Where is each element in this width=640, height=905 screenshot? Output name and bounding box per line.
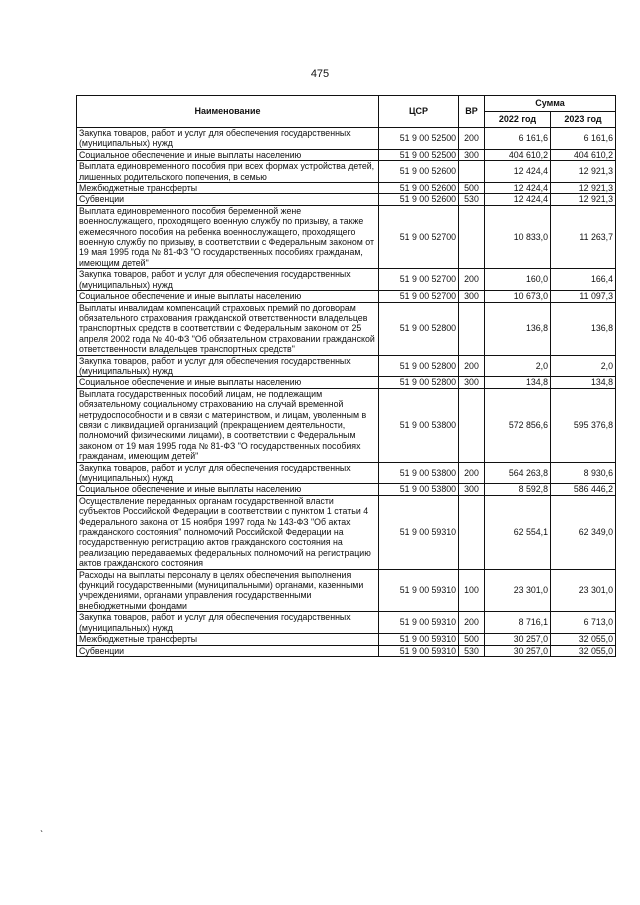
table-row [77, 161, 616, 183]
row-name-cell: Субвенции [77, 194, 379, 205]
row-csr-cell: 51 9 00 59310 [379, 495, 459, 569]
row-vr-cell: 300 [459, 377, 485, 388]
row-csr-cell: 51 9 00 52600 [379, 194, 459, 205]
row-sum-2023-cell: 595 376,8 [551, 388, 616, 462]
header-sum: Сумма [485, 96, 616, 112]
row-vr-cell [459, 388, 485, 462]
row-sum-2022-cell: 12 424,4 [485, 183, 551, 194]
row-csr-cell: 51 9 00 52700 [379, 269, 459, 291]
row-sum-2022-cell: 10 673,0 [485, 291, 551, 302]
table-row [77, 128, 616, 150]
row-vr-cell: 300 [459, 149, 485, 160]
row-name-cell: Выплаты инвалидам компенсаций страховых премий по договорам обязательного страхования гражданской ответственности владельцев транспортных средств в соответствии с Федеральным законом от 25 апреля 2002 года № 40-ФЗ "Об обязательном страховании гражданской ответственности владельцев транспортных средств" [77, 302, 379, 355]
budget-table [76, 95, 616, 657]
table-row [77, 569, 616, 612]
row-sum-2023-cell: 12 921,3 [551, 183, 616, 194]
row-vr-cell: 500 [459, 634, 485, 645]
row-sum-2022-cell: 136,8 [485, 302, 551, 355]
row-sum-2022-cell: 134,8 [485, 377, 551, 388]
table-row [77, 269, 616, 291]
table-row [77, 612, 616, 634]
header-vr: ВР [459, 96, 485, 128]
header-year-2023: 2023 год [551, 112, 616, 128]
row-sum-2023-cell: 11 097,3 [551, 291, 616, 302]
row-csr-cell: 51 9 00 59310 [379, 569, 459, 612]
row-name-cell: Закупка товаров, работ и услуг для обеспечения государственных (муниципальных) нужд [77, 612, 379, 634]
row-sum-2023-cell: 62 349,0 [551, 495, 616, 569]
row-vr-cell: 100 [459, 569, 485, 612]
row-vr-cell: 300 [459, 291, 485, 302]
table-row [77, 645, 616, 656]
row-sum-2023-cell: 6 161,6 [551, 128, 616, 150]
row-name-cell: Социальное обеспечение и иные выплаты населению [77, 149, 379, 160]
row-vr-cell: 530 [459, 194, 485, 205]
row-sum-2022-cell: 8 592,8 [485, 484, 551, 495]
row-sum-2022-cell: 8 716,1 [485, 612, 551, 634]
row-name-cell: Закупка товаров, работ и услуг для обеспечения государственных (муниципальных) нужд [77, 462, 379, 484]
row-vr-cell: 200 [459, 612, 485, 634]
row-csr-cell: 51 9 00 52800 [379, 302, 459, 355]
header-name: Наименование [77, 96, 379, 128]
table-row [77, 302, 616, 355]
row-name-cell: Межбюджетные трансферты [77, 183, 379, 194]
row-csr-cell: 51 9 00 53800 [379, 462, 459, 484]
row-csr-cell: 51 9 00 53800 [379, 388, 459, 462]
row-sum-2022-cell: 2,0 [485, 355, 551, 377]
row-sum-2022-cell: 564 263,8 [485, 462, 551, 484]
row-name-cell: Закупка товаров, работ и услуг для обеспечения государственных (муниципальных) нужд [77, 269, 379, 291]
row-csr-cell: 51 9 00 52500 [379, 149, 459, 160]
row-csr-cell: 51 9 00 59310 [379, 612, 459, 634]
table-row [77, 484, 616, 495]
row-sum-2023-cell: 12 921,3 [551, 194, 616, 205]
row-csr-cell: 51 9 00 59310 [379, 634, 459, 645]
table-row [77, 183, 616, 194]
row-name-cell: Социальное обеспечение и иные выплаты населению [77, 291, 379, 302]
table-row [77, 355, 616, 377]
row-csr-cell: 51 9 00 52800 [379, 377, 459, 388]
row-sum-2023-cell: 12 921,3 [551, 161, 616, 183]
row-sum-2022-cell: 30 257,0 [485, 634, 551, 645]
row-name-cell: Выплата единовременного пособия при всех формах устройства детей, лишенных родительского попечения, в семью [77, 161, 379, 183]
row-sum-2023-cell: 166,4 [551, 269, 616, 291]
row-sum-2023-cell: 6 713,0 [551, 612, 616, 634]
row-name-cell: Социальное обеспечение и иные выплаты населению [77, 377, 379, 388]
row-sum-2023-cell: 136,8 [551, 302, 616, 355]
table-row [77, 194, 616, 205]
row-csr-cell: 51 9 00 52700 [379, 291, 459, 302]
row-name-cell: Межбюджетные трансферты [77, 634, 379, 645]
row-name-cell: Выплата единовременного пособия беременной жене военнослужащего, проходящего военную службу по призыву, а также ежемесячного пособия на ребенка военнослужащего, проходящего военную службу по призыву, в соответствии с Федеральным законом от 19 мая 1995 года № 81-ФЗ "О государственных пособиях гражданам, имеющим детей" [77, 205, 379, 268]
table-row [77, 377, 616, 388]
margin-mark: ˋ [40, 830, 44, 841]
header-year-2022: 2022 год [485, 112, 551, 128]
row-csr-cell: 51 9 00 52800 [379, 355, 459, 377]
table-row [77, 495, 616, 569]
table-row [77, 205, 616, 268]
row-sum-2023-cell: 8 930,6 [551, 462, 616, 484]
row-vr-cell [459, 205, 485, 268]
table-row [77, 149, 616, 160]
row-name-cell: Осуществление переданных органам государственной власти субъектов Российской Федерации в соответствии с пунктом 1 статьи 4 Федерального закона от 15 ноября 1997 года № 143-ФЗ "Об актах гражданского состояния" полномочий Российской Федерации на государственную регистрацию актов гражданского состояния на реализацию передаваемых федеральных полномочий на регистрацию актов гражданского состояния [77, 495, 379, 569]
page-number: 475 [310, 68, 330, 80]
row-name-cell: Выплата государственных пособий лицам, не подлежащим обязательному социальному страхованию на случай временной нетрудоспособности и в связи с материнством, и лицам, уволенным в связи с ликвидацией организаций (прекращением деятельности, полномочий физическими лицами), в соответствии с Федеральным законом от 19 мая 1995 года № 81-ФЗ "О государственных пособиях гражданам, имеющим детей" [77, 388, 379, 462]
row-name-cell: Закупка товаров, работ и услуг для обеспечения государственных (муниципальных) нужд [77, 128, 379, 150]
row-sum-2022-cell: 23 301,0 [485, 569, 551, 612]
row-sum-2023-cell: 32 055,0 [551, 634, 616, 645]
table-row [77, 634, 616, 645]
table-row [77, 462, 616, 484]
row-sum-2022-cell: 12 424,4 [485, 161, 551, 183]
row-sum-2022-cell: 30 257,0 [485, 645, 551, 656]
row-vr-cell: 300 [459, 484, 485, 495]
row-vr-cell: 200 [459, 269, 485, 291]
row-sum-2023-cell: 11 263,7 [551, 205, 616, 268]
row-vr-cell: 200 [459, 462, 485, 484]
row-sum-2023-cell: 32 055,0 [551, 645, 616, 656]
row-name-cell: Закупка товаров, работ и услуг для обеспечения государственных (муниципальных) нужд [77, 355, 379, 377]
row-vr-cell: 500 [459, 183, 485, 194]
row-vr-cell [459, 161, 485, 183]
row-sum-2022-cell: 10 833,0 [485, 205, 551, 268]
row-name-cell: Субвенции [77, 645, 379, 656]
header-csr: ЦСР [379, 96, 459, 128]
row-sum-2022-cell: 160,0 [485, 269, 551, 291]
row-sum-2023-cell: 586 446,2 [551, 484, 616, 495]
row-vr-cell: 200 [459, 355, 485, 377]
row-csr-cell: 51 9 00 52600 [379, 161, 459, 183]
row-sum-2023-cell: 23 301,0 [551, 569, 616, 612]
row-sum-2022-cell: 572 856,6 [485, 388, 551, 462]
table-body [77, 128, 616, 657]
row-vr-cell: 530 [459, 645, 485, 656]
row-sum-2022-cell: 62 554,1 [485, 495, 551, 569]
row-sum-2022-cell: 12 424,4 [485, 194, 551, 205]
table-row [77, 291, 616, 302]
row-csr-cell: 51 9 00 52600 [379, 183, 459, 194]
row-csr-cell: 51 9 00 53800 [379, 484, 459, 495]
row-csr-cell: 51 9 00 52700 [379, 205, 459, 268]
row-csr-cell: 51 9 00 52500 [379, 128, 459, 150]
row-name-cell: Расходы на выплаты персоналу в целях обеспечения выполнения функций государственными (муниципальными) органами, казенными учреждениями, органами управления государственными внебюджетными фондами [77, 569, 379, 612]
row-vr-cell [459, 302, 485, 355]
row-csr-cell: 51 9 00 59310 [379, 645, 459, 656]
row-sum-2022-cell: 404 610,2 [485, 149, 551, 160]
row-name-cell: Социальное обеспечение и иные выплаты населению [77, 484, 379, 495]
table-row [77, 388, 616, 462]
row-sum-2023-cell: 404 610,2 [551, 149, 616, 160]
row-vr-cell [459, 495, 485, 569]
row-sum-2022-cell: 6 161,6 [485, 128, 551, 150]
row-sum-2023-cell: 134,8 [551, 377, 616, 388]
row-sum-2023-cell: 2,0 [551, 355, 616, 377]
row-vr-cell: 200 [459, 128, 485, 150]
